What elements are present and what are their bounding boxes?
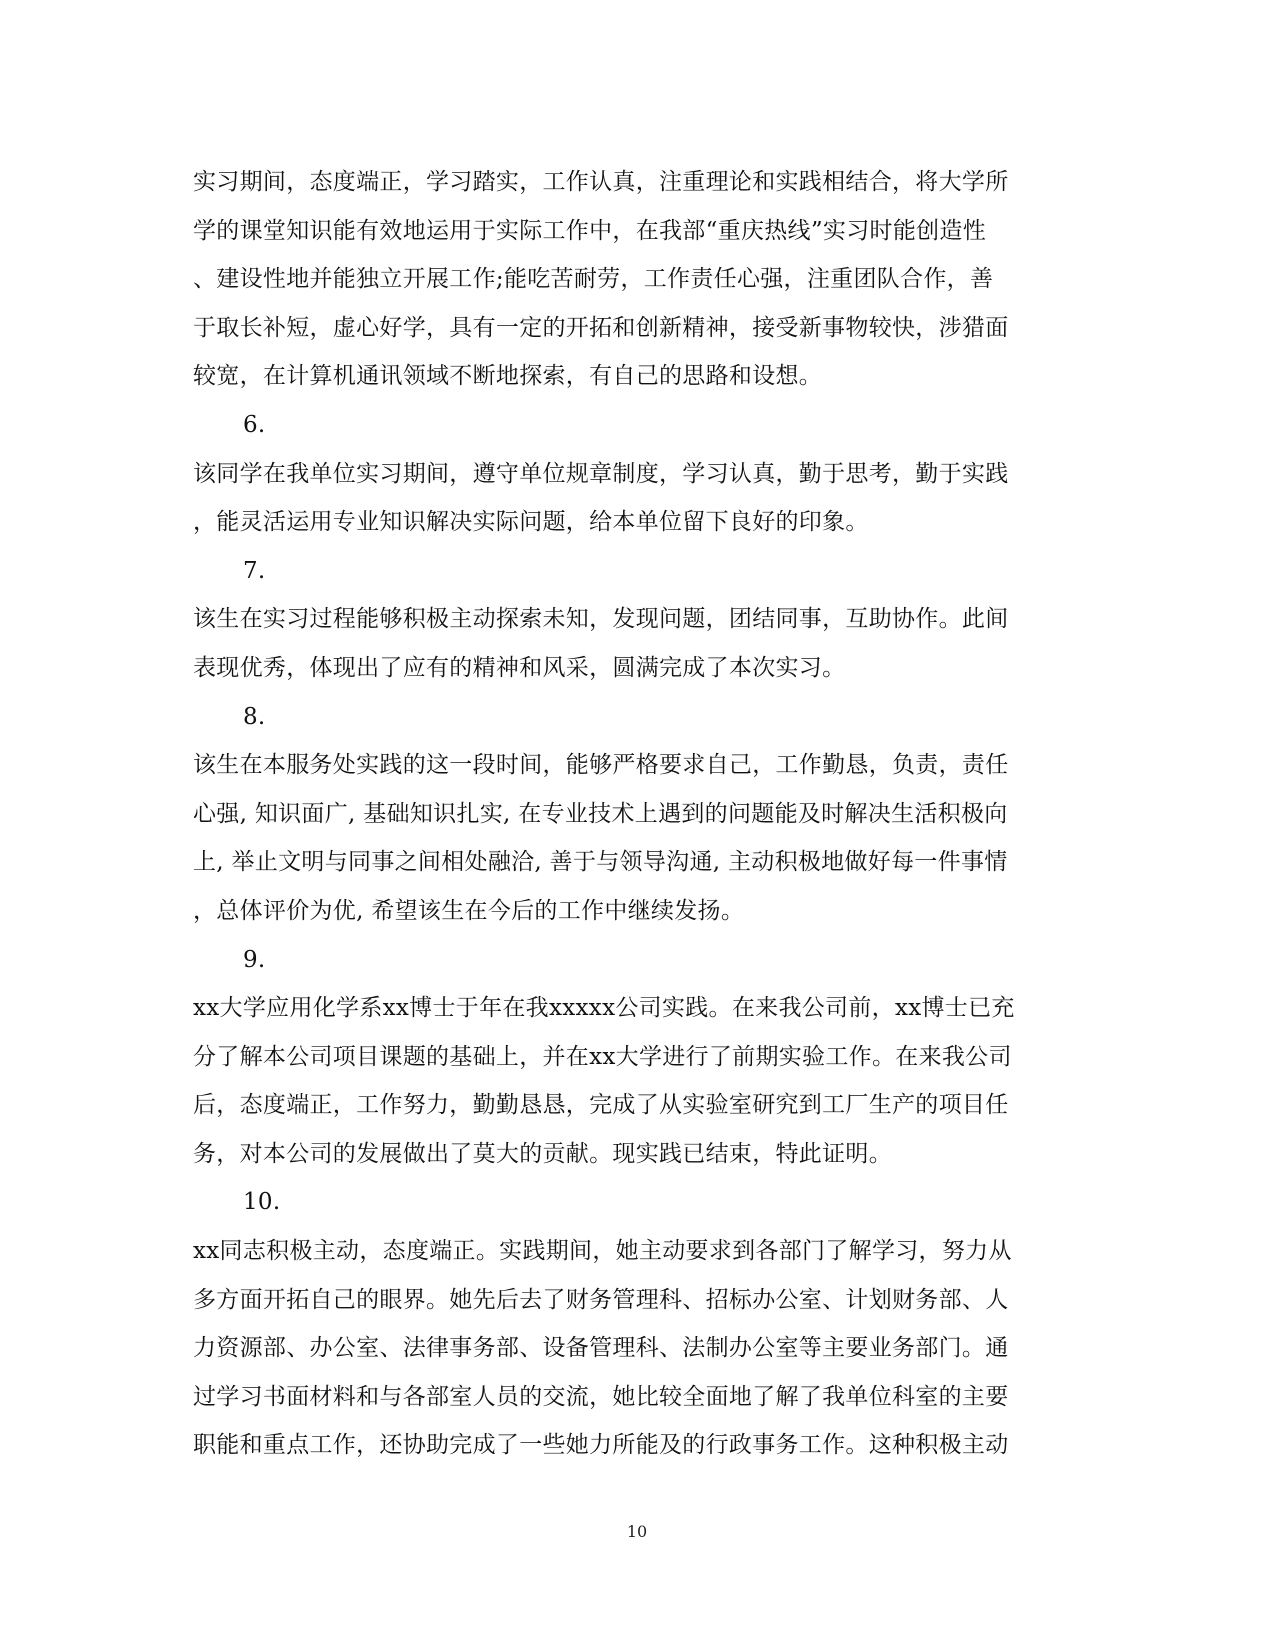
text-line: xx同志积极主动，态度端正。实践期间，她主动要求到各部门了解学习，努力从 bbox=[193, 1238, 1012, 1265]
text-line: 职能和重点工作，还协助完成了一些她力所能及的行政事务工作。这种积极主动 bbox=[193, 1432, 1009, 1459]
text-line: 较宽，在计算机通讯领域不断地探索，有自己的思路和设想。 bbox=[193, 363, 823, 390]
text-line: 学的课堂知识能有效地运用于实际工作中，在我部“重庆热线”实习时能创造性 bbox=[193, 217, 987, 244]
text-line: 、建设性地并能独立开展工作;能吃苦耐劳，工作责任心强，注重团队合作，善 bbox=[193, 266, 994, 293]
text-line: 该生在本服务处实践的这一段时间，能够严格要求自己，工作勤恳，负责，责任 bbox=[193, 752, 1009, 779]
text-line: 过学习书面材料和与各部室人员的交流，她比较全面地了解了我单位科室的主要 bbox=[193, 1383, 1009, 1410]
text-line: 力资源部、办公室、法律事务部、设备管理科、法制办公室等主要业务部门。通 bbox=[193, 1335, 1009, 1362]
text-line: 后，态度端正，工作努力，勤勤恳恳，完成了从实验室研究到工厂生产的项目任 bbox=[193, 1092, 1009, 1119]
text-line: 心强, 知识面广, 基础知识扎实, 在专业技术上遇到的问题能及时解决生活积极向 bbox=[193, 800, 1008, 827]
item-number: 8. bbox=[243, 703, 266, 730]
text-line: 分了解本公司项目课题的基础上，并在xx大学进行了前期实验工作。在来我公司 bbox=[193, 1043, 1012, 1070]
item-number: 6. bbox=[243, 411, 266, 438]
document-body bbox=[193, 158, 1073, 1470]
text-line: xx大学应用化学系xx博士于年在我xxxxx公司实践。在来我公司前，xx博士已充 bbox=[193, 995, 1015, 1022]
item-number: 10. bbox=[243, 1189, 281, 1216]
text-line: 该同学在我单位实习期间，遵守单位规章制度，学习认真，勤于思考，勤于实践 bbox=[193, 460, 1009, 487]
text-line: 上, 举止文明与同事之间相处融洽, 善于与领导沟通, 主动积极地做好每一件事情 bbox=[193, 849, 1008, 876]
text-line: 表现优秀，体现出了应有的精神和风采，圆满完成了本次实习。 bbox=[193, 654, 846, 681]
text-line: 于取长补短，虚心好学，具有一定的开拓和创新精神，接受新事物较快，涉猎面 bbox=[193, 314, 1009, 341]
item-number: 9. bbox=[243, 946, 266, 973]
text-line: 实习期间，态度端正，学习踏实，工作认真，注重理论和实践相结合，将大学所 bbox=[193, 169, 1009, 195]
page-number: 10 bbox=[626, 1522, 648, 1541]
text-line: ，总体评价为优, 希望该生在今后的工作中继续发扬。 bbox=[193, 897, 745, 924]
item-number: 7. bbox=[243, 557, 266, 584]
text-line: 多方面开拓自己的眼界。她先后去了财务管理科、招标办公室、计划财务部、人 bbox=[193, 1286, 1009, 1313]
text-line: 务，对本公司的发展做出了莫大的贡献。现实践已结束，特此证明。 bbox=[193, 1140, 892, 1167]
text-line: 该生在实习过程能够积极主动探索未知，发现问题，团结同事，互助协作。此间 bbox=[193, 606, 1009, 633]
text-line: ，能灵活运用专业知识解决实际问题，给本单位留下良好的印象。 bbox=[193, 509, 869, 536]
